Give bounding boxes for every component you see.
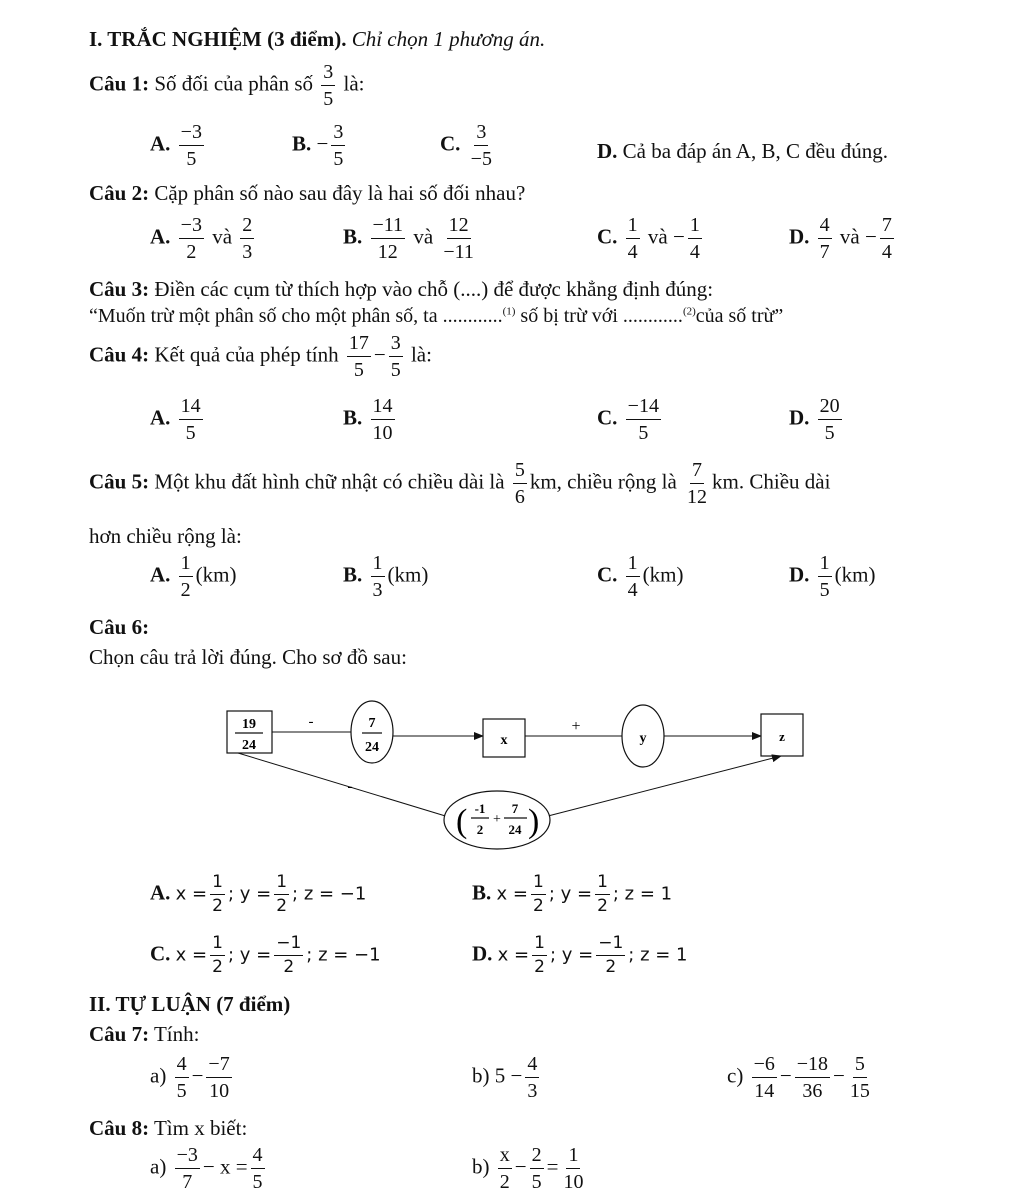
q4-option-a[interactable]: A. $\frac{14}{5}$ (150, 395, 201, 444)
svg-text:7: 7 (511, 801, 519, 816)
q3-blank-2: (2) (682, 305, 696, 318)
svg-text:x: x (500, 733, 508, 748)
section2-heading: II. TỰ LUẬN (7 điểm) (89, 992, 291, 1016)
diagram-minus-1: - (308, 714, 314, 730)
q5-stem: Câu 5: Một khu đất hình chữ nhật có chiều dài là $\frac{5}{6}$ km, chiều rộng là $\frac{7}{12}$ km. Chiều dài (89, 459, 831, 508)
q7-stem (89, 1024, 199, 1045)
q5-option-b[interactable]: B. $\frac{1}{3}$ (km) (343, 552, 429, 601)
diagram-minus-2: - (347, 778, 353, 795)
svg-text:): ) (528, 803, 540, 840)
q1-option-c[interactable]: C. $\frac{3}{-5}$ (440, 121, 492, 170)
q7-part-c: c) $\frac{-6}{14}$ − $\frac{-18}{36}$ − $\frac{5}{15}$ (727, 1053, 870, 1102)
section1-title: I. TRẮC NGHIỆM (3 điểm). (89, 27, 347, 51)
q6-option-c[interactable]: C. x = $\frac{1}{2}$ ; y = $\frac{-1}{2}$ ; z = −1 (150, 933, 381, 977)
q3-fill-sentence: “Muốn trừ một phân số cho một phân số, ta ............$^{(1)}$ số bị trừ với ............$^{(2)}$của số trừ” (89, 305, 784, 327)
q8-stem (89, 1118, 247, 1139)
q7-label: Câu 7: (89, 1022, 150, 1046)
q6-text: Chọn câu trả lời đúng. Cho sơ đồ sau: (89, 645, 407, 669)
q4-option-c[interactable]: C. $\frac{-14}{5}$ (597, 395, 659, 444)
q4-stem: Câu 4: Kết quả của phép tính $\frac{17}{5}$ − $\frac{3}{5}$ là: (89, 332, 432, 381)
svg-text:-1: -1 (474, 801, 486, 816)
q3-stem (89, 279, 713, 300)
q7-text: Tính: (153, 1022, 200, 1046)
q7-part-b: b) 5 − $\frac{4}{3}$ (472, 1053, 538, 1102)
q2-option-a[interactable]: A. $\frac{-3}{2}$ và $\frac{2}{3}$ (150, 214, 253, 263)
q5-stem-line2: hơn chiều rộng là: (89, 524, 242, 548)
section1-instruction: Chỉ chọn 1 phương án. (351, 27, 546, 51)
q8-part-a: a) $\frac{-3}{7}$ − x = $\frac{4}{5}$ (150, 1144, 263, 1193)
q4-label: Câu 4: (89, 342, 150, 367)
q6-diagram (0, 695, 1024, 875)
section1-heading (89, 29, 545, 50)
q4-option-b[interactable]: B. $\frac{14}{10}$ (343, 395, 393, 444)
q2-option-c[interactable]: C. $\frac{1}{4}$ và − $\frac{1}{4}$ (597, 214, 700, 263)
q6-option-d[interactable]: D. x = $\frac{1}{2}$ ; y = $\frac{-1}{2}$ ; z = 1 (472, 933, 688, 977)
diagram-box1-den: 24 (242, 738, 256, 753)
q2-stem (89, 183, 525, 204)
q8-label: Câu 8: (89, 1116, 150, 1140)
svg-text:+: + (493, 812, 501, 827)
q5-option-a[interactable]: A. $\frac{1}{2}$ (km) (150, 552, 237, 601)
q1-tail: là: (343, 71, 365, 96)
q1-option-d[interactable]: D. Cả ba đáp án A, B, C đều đúng. (597, 139, 889, 163)
q2-option-b[interactable]: B. $\frac{-11}{12}$ và $\frac{12}{-11}$ (343, 214, 474, 263)
q6-label: Câu 6: (89, 615, 150, 639)
q7-part-a: a) $\frac{4}{5}$ − $\frac{-7}{10}$ (150, 1053, 230, 1102)
svg-text:24: 24 (508, 822, 522, 837)
q1-fraction: $\frac{3}{5}$ (323, 61, 334, 110)
q5-option-c[interactable]: C. $\frac{1}{4}$ (km) (597, 552, 684, 601)
q1-option-b[interactable]: B. − $\frac{3}{5}$ (292, 121, 344, 170)
q5-label: Câu 5: (89, 469, 150, 494)
q8-text: Tìm x biết: (153, 1116, 248, 1140)
svg-text:2: 2 (476, 822, 484, 837)
svg-text:z: z (779, 729, 785, 744)
q1-option-a[interactable]: A. $\frac{-3}{5}$ (150, 121, 202, 170)
svg-text:y: y (639, 731, 647, 746)
diagram-plus: + (571, 718, 581, 735)
q4-option-d[interactable]: D. $\frac{20}{5}$ (789, 395, 840, 444)
q5-option-d[interactable]: D. $\frac{1}{5}$ (km) (789, 552, 876, 601)
q1-stem (89, 62, 365, 109)
q3-blank-1: (1) (502, 305, 516, 318)
q6-option-b[interactable]: B. x = $\frac{1}{2}$ ; y = $\frac{1}{2}$ ; z = 1 (472, 872, 673, 916)
svg-text:7: 7 (368, 716, 376, 731)
q1-text: Số đối của phân số (154, 71, 313, 96)
diagram-box1-num: 19 (242, 717, 256, 732)
q4-text: Kết quả của phép tính (154, 342, 339, 367)
q2-option-d[interactable]: D. $\frac{4}{7}$ và − $\frac{7}{4}$ (789, 214, 892, 263)
q1-label: Câu 1: (89, 71, 150, 96)
q8-part-b: b) $\frac{x}{2}$ − $\frac{2}{5}$ = $\frac{1}{10}$ (472, 1144, 584, 1193)
q3-label: Câu 3: (89, 277, 150, 301)
svg-text:24: 24 (365, 740, 379, 755)
q3-text: Điền các cụm từ thích hợp vào chỗ (....) để được khẳng định đúng: (154, 277, 714, 301)
q2-text: Cặp phân số nào sau đây là hai số đối nhau? (154, 181, 526, 205)
svg-text:(: ( (456, 803, 468, 840)
q2-label: Câu 2: (89, 181, 150, 205)
q6-option-a[interactable]: A. x = $\frac{1}{2}$ ; y = $\frac{1}{2}$ ; z = −1 (150, 872, 367, 916)
